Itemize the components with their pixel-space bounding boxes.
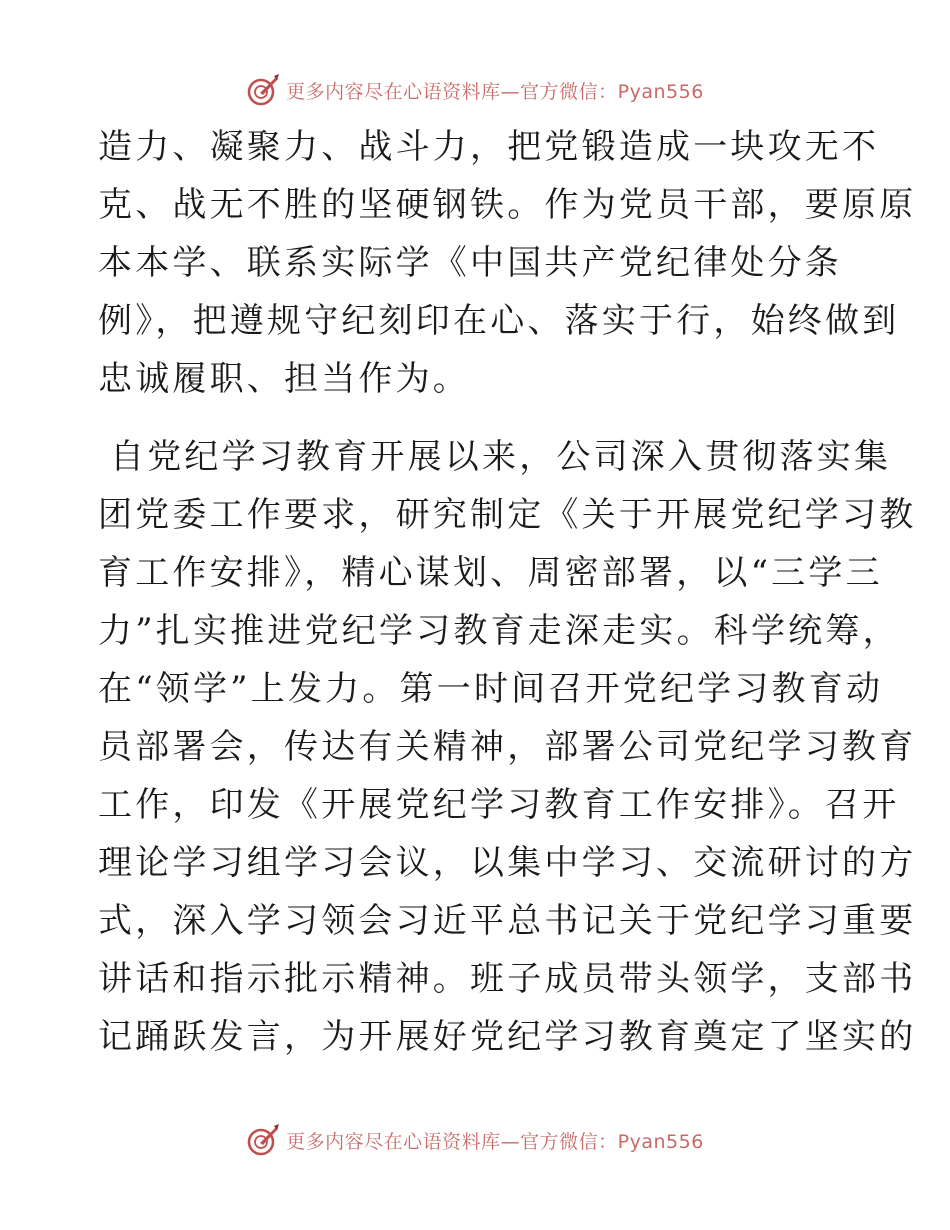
text-line: 忠诚履职、担当作为。 bbox=[98, 359, 470, 399]
quill-logo-icon bbox=[246, 1123, 280, 1157]
text-line: 式，深入学习领会习近平总书记关于党纪学习重要 bbox=[98, 901, 917, 941]
paragraph-2 bbox=[98, 428, 917, 1066]
watermark-text: 更多内容尽在心语资料库—官方微信：Pyan556 bbox=[286, 80, 704, 103]
watermark-text: 更多内容尽在心语资料库—官方微信：Pyan556 bbox=[286, 1130, 704, 1153]
quill-logo-icon bbox=[246, 73, 280, 107]
text-line: 员部署会，传达有关精神，部署公司党纪学习教育 bbox=[98, 727, 917, 767]
text-line: 理论学习组学习会议，以集中学习、交流研讨的方 bbox=[98, 843, 917, 883]
text-line: 团党委工作要求，研究制定《关于开展党纪学习教 bbox=[98, 495, 917, 535]
text-line: 育工作安排》，精心谋划、周密部署，以“三学三 bbox=[98, 553, 883, 593]
text-line: 工作，印发《开展党纪学习教育工作安排》。召开 bbox=[98, 785, 900, 825]
text-line: 讲话和指示批示精神。班子成员带头领学，支部书 bbox=[98, 959, 917, 999]
header-watermark bbox=[0, 70, 950, 110]
text-line: 在“领学”上发力。第一时间召开党纪学习教育动 bbox=[98, 669, 884, 709]
text-line: 自党纪学习教育开展以来，公司深入贯彻落实集 bbox=[110, 437, 892, 477]
footer-watermark bbox=[0, 1120, 950, 1160]
text-line: 例》，把遵规守纪刻印在心、落实于行，始终做到 bbox=[98, 301, 900, 341]
text-line: 造力、凝聚力、战斗力，把党锻造成一块攻无不 bbox=[98, 127, 880, 167]
text-line: 本本学、联系实际学《中国共产党纪律处分条 bbox=[98, 243, 842, 283]
text-line: 力”扎实推进党纪学习教育走深走实。科学统筹， bbox=[98, 611, 900, 651]
paragraph-1 bbox=[98, 118, 917, 408]
text-line: 克、战无不胜的坚硬钢铁。作为党员干部，要原原 bbox=[98, 185, 917, 225]
text-line: 记踊跃发言，为开展好党纪学习教育奠定了坚实的 bbox=[98, 1017, 917, 1057]
